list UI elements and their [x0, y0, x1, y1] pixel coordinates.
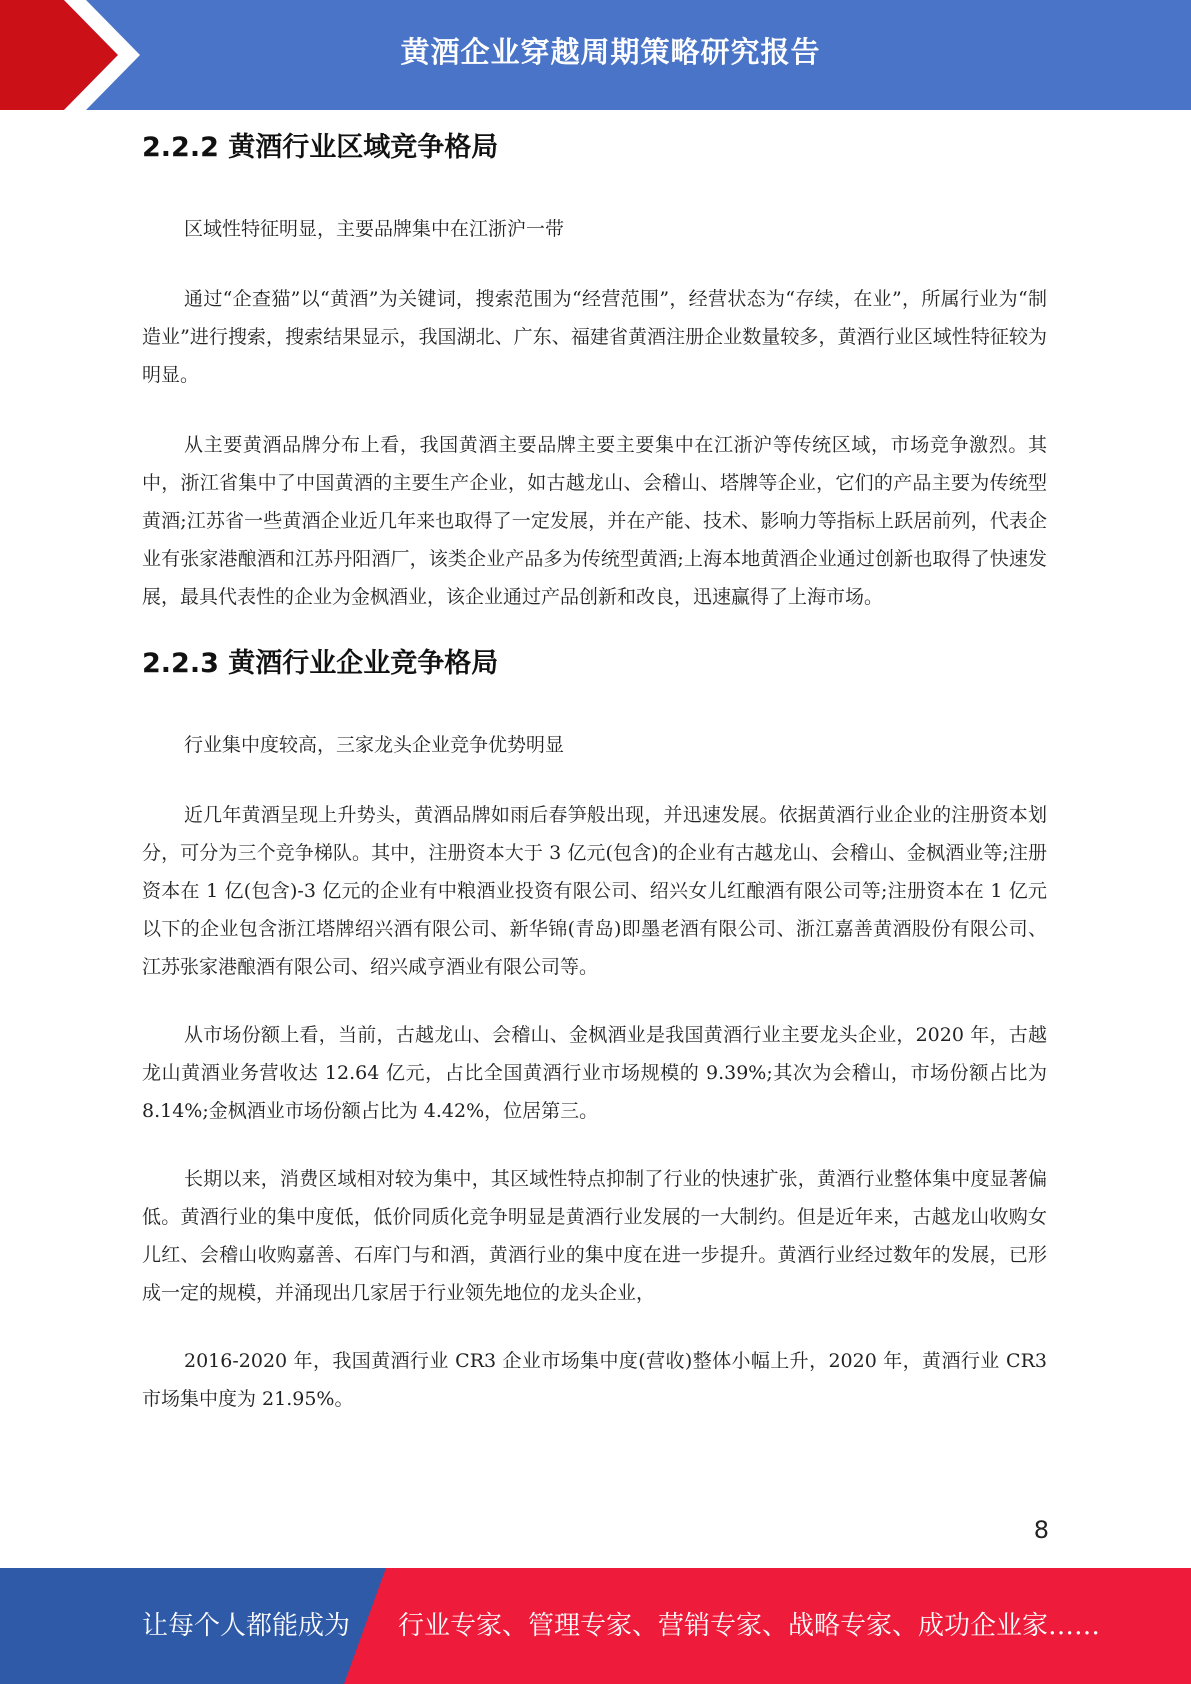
- paragraph: 从主要黄酒品牌分布上看，我国黄酒主要品牌主要主要集中在江浙沪等传统区域，市场竞争激烈。其中，浙江省集中了中国黄酒的主要生产企业，如古越龙山、会稽山、塔牌等企业，它们的产品主要为传统型黄酒;江苏省一些黄酒企业近几年来也取得了一定发展，并在产能、技术、影响力等指标上跃居前列，代表企业有张家港酿酒和江苏丹阳酒厂，该类企业产品多为传统型黄酒;上海本地黄酒企业通过创新也取得了快速发展，最具代表性的企业为金枫酒业，该企业通过产品创新和改良，迅速赢得了上海市场。: [142, 434, 1047, 608]
- main-content: [142, 110, 1047, 1418]
- paragraph: 从市场份额上看，当前，古越龙山、会稽山、金枫酒业是我国黄酒行业主要龙头企业，2020 年，古越龙山黄酒业务营收达 12.64 亿元，占比全国黄酒行业市场规模的 9.39%;其次为会稽山，市场份额占比为 8.14%;金枫酒业市场份额占比为 4.42%，位居第三。: [142, 1024, 1047, 1122]
- section-subheading: 行业集中度较高，三家龙头企业竞争优势明显: [184, 734, 565, 756]
- paragraph: 通过“企查猫”以“黄酒”为关键词，搜索范围为“经营范围”，经营状态为“存续，在业”，所属行业为“制造业”进行搜索，搜索结果显示，我国湖北、广东、福建省黄酒注册企业数量较多，黄酒行业区域性特征较为明显。: [142, 288, 1047, 386]
- report-title: 黄酒企业穿越周期策略研究报告: [400, 34, 821, 69]
- section-heading-2-2-2: 2.2.2 黄酒行业区域竞争格局: [142, 132, 499, 163]
- paragraph: 长期以来，消费区域相对较为集中，其区域性特点抑制了行业的快速扩张，黄酒行业整体集中度显著偏低。黄酒行业的集中度低，低价同质化竞争明显是黄酒行业发展的一大制约。但是近年来，古越龙山收购女儿红、会稽山收购嘉善、石库门与和酒，黄酒行业的集中度在进一步提升。黄酒行业经过数年的发展，已形成一定的规模，并涌现出几家居于行业领先地位的龙头企业，: [142, 1168, 1047, 1304]
- paragraph: 近几年黄酒呈现上升势头，黄酒品牌如雨后春笋般出现，并迅速发展。依据黄酒行业企业的注册资本划分，可分为三个竞争梯队。其中，注册资本大于 3 亿元(包含)的企业有古越龙山、会稽山、金枫酒业等;注册资本在 1 亿(包含)-3 亿元的企业有中粮酒业投资有限公司、绍兴女儿红酿酒有限公司等;注册资本在 1 亿元以下的企业包含浙江塔牌绍兴酒有限公司、新华锦(青岛)即墨老酒有限公司、浙江嘉善黄酒股份有限公司、江苏张家港酿酒有限公司、绍兴咸亨酒业有限公司等。: [142, 804, 1047, 978]
- footer-slogan-right: 行业专家、管理专家、营销专家、战略专家、成功企业家……: [398, 1611, 1101, 1641]
- page-number: 8: [1033, 1516, 1049, 1544]
- section-heading-2-2-3: 2.2.3 黄酒行业企业竞争格局: [142, 648, 499, 679]
- footer-slogan-left: 让每个人都能成为: [142, 1611, 351, 1641]
- page-footer: [0, 1568, 1191, 1684]
- page-header: [0, 0, 1191, 110]
- paragraph: 2016-2020 年，我国黄酒行业 CR3 企业市场集中度(营收)整体小幅上升，2020 年，黄酒行业 CR3 市场集中度为 21.95%。: [142, 1350, 1047, 1410]
- section-subheading: 区域性特征明显，主要品牌集中在江浙沪一带: [184, 218, 565, 240]
